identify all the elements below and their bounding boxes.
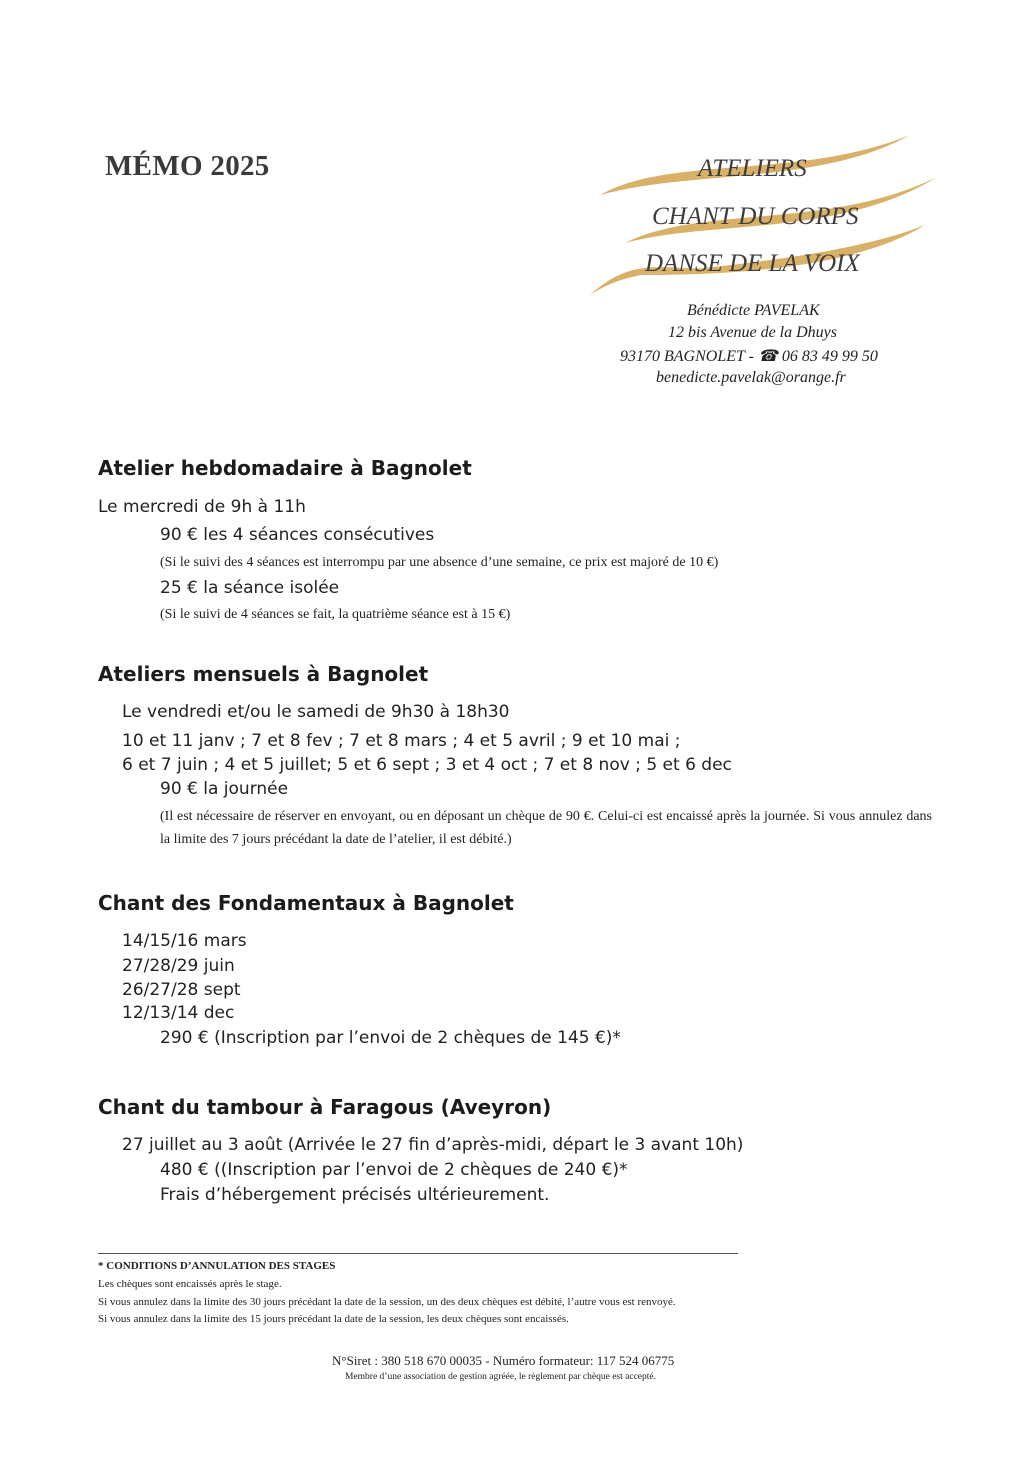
fondamentaux-date: 27/28/29 juin <box>122 956 235 976</box>
membre-association-line: Membre d’une association de gestion agréée, le règlement par chèque est accepté. <box>345 1372 656 1382</box>
section-mensuels-dates-1: 10 et 11 janv ; 7 et 8 fev ; 7 et 8 mars ; 4 et 5 avril ; 9 et 10 mai ; <box>122 731 681 751</box>
siret-line: N°Siret : 380 518 670 00035 - Numéro formateur: 117 524 06775 <box>332 1353 675 1368</box>
section-title-mensuels: Ateliers mensuels à Bagnolet <box>98 662 429 686</box>
section-hebdo-schedule: Le mercredi de 9h à 11h <box>98 497 306 517</box>
section-hebdo-note-2: (Si le suivi de 4 séances se fait, la quatrième séance est à 15 €) <box>160 607 511 622</box>
tambour-price: 480 € ((Inscription par l’envoi de 2 chèques de 240 €)* <box>160 1160 628 1180</box>
page-title: MÉMO 2025 <box>105 150 270 182</box>
tambour-hebergement: Frais d’hébergement précisés ultérieurement. <box>160 1185 550 1205</box>
section-mensuels-price: 90 € la journée <box>160 779 289 799</box>
logo-line-ateliers: ATELIERS <box>698 155 807 182</box>
section-hebdo-price-4: 90 € les 4 séances consécutives <box>160 525 435 545</box>
footnote-line: Les chèques sont encaissés après le stage. <box>98 1278 282 1290</box>
fondamentaux-date: 26/27/28 sept <box>122 980 241 1000</box>
fondamentaux-date: 12/13/14 dec <box>122 1003 235 1023</box>
contact-email: benedicte.pavelak@orange.fr <box>656 369 846 386</box>
contact-street: 12 bis Avenue de la Dhuys <box>668 324 838 341</box>
logo-line-danse-de-la-voix: DANSE DE LA VOIX <box>645 250 860 277</box>
footnote-line: Si vous annulez dans la limite des 15 jours précédant la date de la session, les deux chèques sont encaissés. <box>98 1313 569 1325</box>
footnote-divider <box>98 1253 738 1254</box>
ateliers-logo <box>580 125 950 315</box>
contact-city-phone: 93170 BAGNOLET - ☎ 06 83 49 99 50 <box>620 348 878 365</box>
contact-name: Bénédicte PAVELAK <box>687 302 820 319</box>
section-hebdo-price-isolee: 25 € la séance isolée <box>160 578 340 598</box>
fondamentaux-price: 290 € (Inscription par l’envoi de 2 chèques de 145 €)* <box>160 1028 621 1048</box>
section-title-tambour: Chant du tambour à Faragous (Aveyron) <box>98 1095 552 1119</box>
section-hebdo-note-1: (Si le suivi des 4 séances est interrompu par une absence d’une semaine, ce prix est majoré de 10 €) <box>160 555 719 570</box>
fondamentaux-date: 14/15/16 mars <box>122 931 247 951</box>
tambour-dates: 27 juillet au 3 août (Arrivée le 27 fin d’après-midi, départ le 3 avant 10h) <box>122 1135 744 1155</box>
footnote-line: Si vous annulez dans la limite des 30 jours précédant la date de la session, un des deux chèques est débité, l’autre vous est renvoyé. <box>98 1296 676 1308</box>
logo-line-chant-du-corps: CHANT DU CORPS <box>652 203 859 230</box>
section-title-fondamentaux: Chant des Fondamentaux à Bagnolet <box>98 891 514 915</box>
section-title-hebdomadaire: Atelier hebdomadaire à Bagnolet <box>98 456 472 480</box>
section-mensuels-dates-2: 6 et 7 juin ; 4 et 5 juillet; 5 et 6 sept ; 3 et 4 oct ; 7 et 8 nov ; 5 et 6 dec <box>122 755 732 775</box>
footnote-title: * CONDITIONS D’ANNULATION DES STAGES <box>98 1260 336 1272</box>
section-mensuels-schedule: Le vendredi et/ou le samedi de 9h30 à 18h30 <box>122 702 510 722</box>
section-mensuels-note: (Il est nécessaire de réserver en envoyant, ou en déposant un chèque de 90 €. Celui-ci est encaissé après la journée. Si vous annulez dans la limite des 7 jours précédant la date de l’atelier, il est débité.) <box>160 809 932 847</box>
